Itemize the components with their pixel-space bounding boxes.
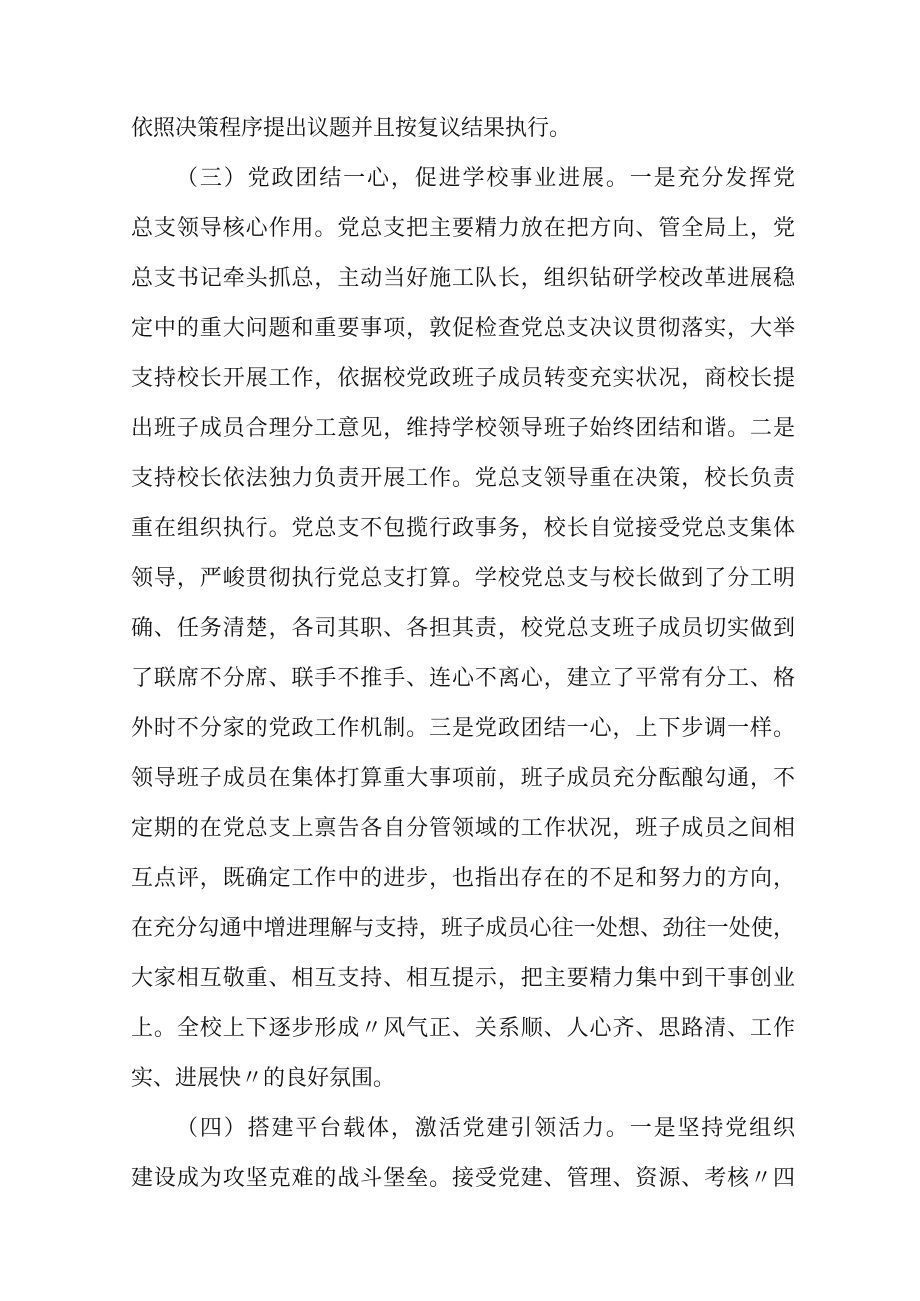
section-three-line: 支持校长开展工作，依据校党政班子成员转变充实状况，商校长提 [131, 366, 795, 391]
section-three-line: 在充分勾通中增进理解与支持，班子成员心往一处想、劲往一处使， [131, 916, 795, 941]
section-three-line: 领导班子成员在集体打算重大事项前，班子成员充分酝酿勾通，不 [131, 766, 795, 791]
section-three-line: 领导，严峻贯彻执行党总支打算。学校党总支与校长做到了分工明 [131, 566, 795, 591]
section-three-line: 确、任务清楚，各司其职、各担其责，校党总支班子成员切实做到 [131, 616, 795, 641]
section-three-line: 互点评，既确定工作中的进步，也指出存在的不足和努力的方向， [131, 866, 795, 891]
paragraph-continuation-line: 依照决策程序提出议题并且按复议结果执行。 [131, 116, 572, 141]
section-three-line: 出班子成员合理分工意见，维持学校领导班子始终团结和谐。二是 [131, 416, 795, 441]
section-three-line: 外时不分家的党政工作机制。三是党政团结一心，上下步调一样。 [131, 716, 795, 741]
section-three-line: 总支书记牵头抓总，主动当好施工队长，组织钻研学校改革进展稳 [131, 266, 795, 291]
section-three-line: 总支领导核心作用。党总支把主要精力放在把方向、管全局上，党 [131, 216, 795, 241]
section-four-line: 建设成为攻坚克难的战斗堡垒。接受党建、管理、资源、考核〃四 [131, 1166, 795, 1191]
section-four-heading-line: （四）搭建平台载体，激活党建引领活力。一是坚持党组织 [176, 1116, 795, 1141]
section-three-line: 支持校长依法独力负责开展工作。党总支领导重在决策，校长负责 [131, 466, 795, 491]
section-three-line: 实、进展快〃的良好氛围。 [131, 1066, 396, 1091]
section-three-heading-line: （三）党政团结一心，促进学校事业进展。一是充分发挥党 [176, 166, 795, 191]
section-three-line: 重在组织执行。党总支不包揽行政事务，校长自觉接受党总支集体 [131, 516, 795, 541]
section-three-line: 大家相互敬重、相互支持、相互提示，把主要精力集中到干事创业 [131, 966, 795, 991]
section-three-line: 上。全校上下逐步形成〃风气正、关系顺、人心齐、思路清、工作 [131, 1016, 795, 1041]
section-three-line: 定期的在党总支上禀告各自分管领域的工作状况，班子成员之间相 [131, 816, 795, 841]
section-three-line: 定中的重大问题和重要事项，敦促检查党总支决议贯彻落实，大举 [131, 316, 795, 341]
section-three-line: 了联席不分席、联手不推手、连心不离心，建立了平常有分工、格 [131, 666, 795, 691]
